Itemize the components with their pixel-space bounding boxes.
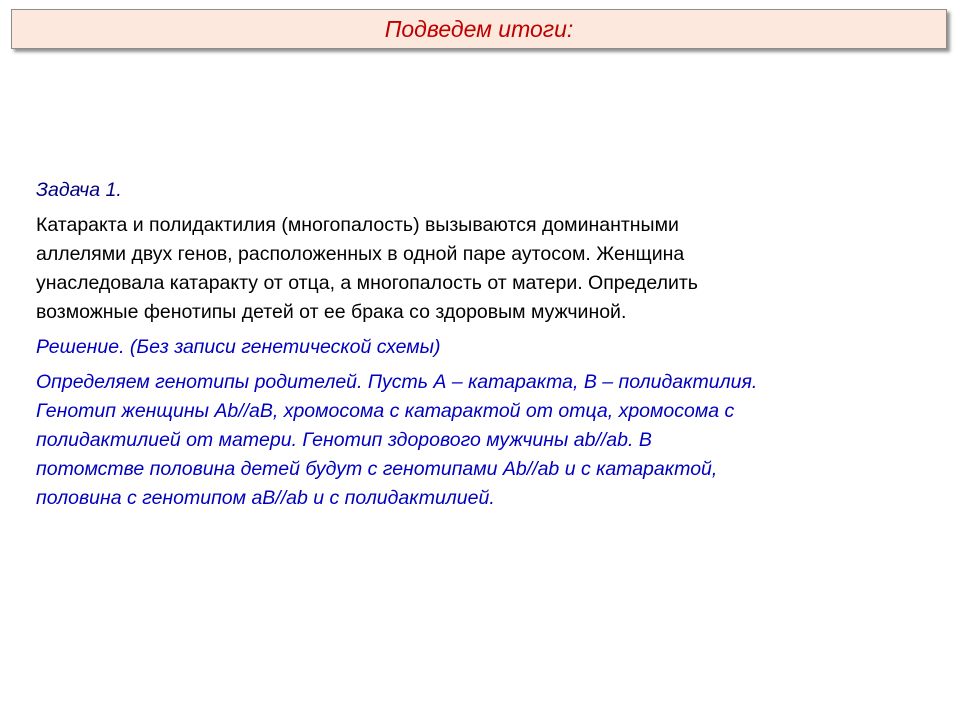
solution-line: потомстве половина детей будут с генотипами Аb//ab и с катарактой, [36, 458, 718, 480]
solution-heading: Решение. (Без записи генетической схемы) [36, 336, 441, 358]
content-area [36, 176, 936, 513]
task-line: унаследовала катаракту от отца, а многопалость от матери. Определить [36, 272, 698, 294]
task-line: Катаракта и полидактилия (многопалость) вызываются доминантными [36, 214, 679, 236]
task-line: возможные фенотипы детей от ее брака со здоровым мужчиной. [36, 301, 627, 323]
slide-title: Подведем итоги: [384, 15, 574, 42]
task-heading: Задача 1. [36, 179, 122, 201]
solution-line: Генотип женщины Аb//аВ, хромосома с катарактой от отца, хромосома с [36, 400, 735, 422]
solution-line: половина с генотипом аВ//ab и с полидактилией. [36, 487, 495, 509]
task-line: аллелями двух генов, расположенных в одной паре аутосом. Женщина [36, 243, 685, 265]
title-banner [11, 9, 947, 49]
solution-line: Определяем генотипы родителей. Пусть А – катаракта, В – полидактилия. [36, 371, 758, 393]
solution-text [36, 368, 936, 513]
solution-line: полидактилией от матери. Генотип здорового мужчины ab//ab. В [36, 429, 652, 451]
task-text [36, 211, 936, 327]
